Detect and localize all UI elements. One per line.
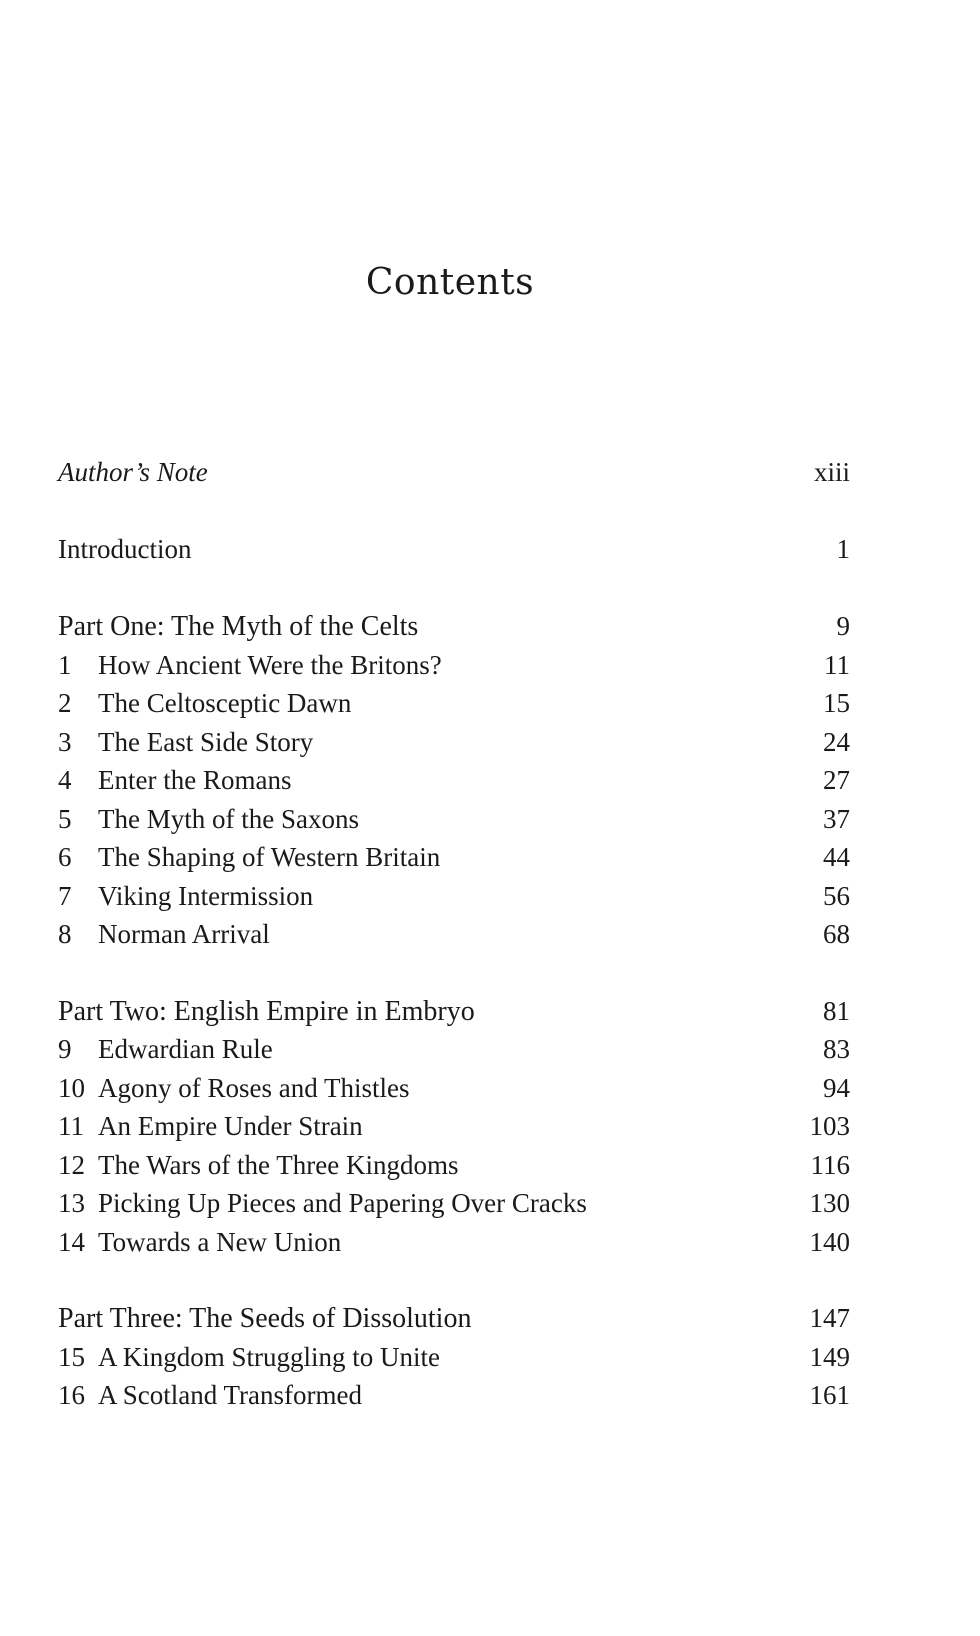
entry-page: 147 xyxy=(809,1303,850,1333)
chapter-entry[interactable] xyxy=(58,645,850,685)
chapter-number: 15 xyxy=(58,1342,85,1372)
chapter-title: The Wars of the Three Kingdoms xyxy=(98,1150,459,1180)
chapter-entry[interactable] xyxy=(58,1222,850,1262)
chapter-number: 12 xyxy=(58,1150,85,1180)
chapter-page: 11 xyxy=(824,650,850,680)
chapter-entry[interactable] xyxy=(58,760,850,800)
chapter-title: Picking Up Pieces and Papering Over Cracks xyxy=(98,1188,587,1218)
chapter-number: 13 xyxy=(58,1188,85,1218)
chapter-page: 37 xyxy=(823,804,850,834)
part-label: Part One: The Myth of the Celts xyxy=(58,611,419,642)
chapter-title: A Kingdom Struggling to Unite xyxy=(98,1342,441,1372)
chapter-page: 140 xyxy=(809,1227,850,1257)
toc-entry[interactable] xyxy=(58,529,850,569)
chapter-page: 130 xyxy=(809,1188,850,1218)
chapter-title: A Scotland Transformed xyxy=(98,1380,363,1410)
part-heading[interactable] xyxy=(58,991,850,1031)
chapter-page: 94 xyxy=(823,1073,850,1103)
chapter-entry[interactable] xyxy=(58,1375,850,1415)
part-heading[interactable] xyxy=(58,606,850,646)
chapter-page: 116 xyxy=(810,1150,850,1180)
part-heading[interactable] xyxy=(58,1298,850,1338)
chapter-number: 11 xyxy=(58,1111,84,1141)
part-label: Part Three: The Seeds of Dissolution xyxy=(58,1303,472,1334)
chapter-entry[interactable] xyxy=(58,1106,850,1146)
chapter-number: 2 xyxy=(58,688,72,718)
chapter-page: 103 xyxy=(809,1111,850,1141)
chapter-entry[interactable] xyxy=(58,1183,850,1223)
chapter-entry[interactable] xyxy=(58,1145,850,1185)
chapter-page: 27 xyxy=(823,765,850,795)
chapter-title: The Celtosceptic Dawn xyxy=(98,688,352,718)
chapter-number: 4 xyxy=(58,765,72,795)
chapter-number: 5 xyxy=(58,804,72,834)
chapter-title: The East Side Story xyxy=(98,727,314,757)
chapter-number: 3 xyxy=(58,727,72,757)
toc-entry[interactable] xyxy=(58,452,850,492)
chapter-page: 149 xyxy=(809,1342,850,1372)
chapter-entry[interactable] xyxy=(58,876,850,916)
chapter-title: The Shaping of Western Britain xyxy=(98,842,441,872)
chapter-number: 9 xyxy=(58,1034,72,1064)
chapter-page: 68 xyxy=(823,919,850,949)
chapter-entry[interactable] xyxy=(58,722,850,762)
chapter-title: Viking Intermission xyxy=(98,881,314,911)
chapter-title: Edwardian Rule xyxy=(98,1034,273,1064)
chapter-number: 16 xyxy=(58,1380,85,1410)
chapter-page: 161 xyxy=(809,1380,850,1410)
chapter-number: 6 xyxy=(58,842,72,872)
chapter-page: 44 xyxy=(823,842,850,872)
entry-page: 81 xyxy=(823,996,850,1026)
entry-label: Introduction xyxy=(58,534,192,564)
chapter-title: Agony of Roses and Thistles xyxy=(98,1073,410,1103)
chapter-title: How Ancient Were the Britons? xyxy=(98,650,442,680)
chapter-title: Towards a New Union xyxy=(98,1227,342,1257)
chapter-number: 7 xyxy=(58,881,72,911)
part-label: Part Two: English Empire in Embryo xyxy=(58,996,475,1027)
chapter-title: An Empire Under Strain xyxy=(98,1111,363,1141)
chapter-entry[interactable] xyxy=(58,1068,850,1108)
entry-page: 9 xyxy=(836,611,850,641)
chapter-number: 1 xyxy=(58,650,72,680)
chapter-title: The Myth of the Saxons xyxy=(98,804,359,834)
chapter-entry[interactable] xyxy=(58,683,850,723)
chapter-number: 10 xyxy=(58,1073,85,1103)
chapter-page: 56 xyxy=(823,881,850,911)
chapter-page: 83 xyxy=(823,1034,850,1064)
chapter-entry[interactable] xyxy=(58,837,850,877)
chapter-title: Enter the Romans xyxy=(98,765,292,795)
chapter-number: 14 xyxy=(58,1227,85,1257)
chapter-number: 8 xyxy=(58,919,72,949)
chapter-entry[interactable] xyxy=(58,799,850,839)
entry-page: xiii xyxy=(813,457,850,487)
chapter-entry[interactable] xyxy=(58,1029,850,1069)
chapter-page: 24 xyxy=(823,727,850,757)
entry-page: 1 xyxy=(836,534,850,564)
page-title: Contents xyxy=(365,262,535,303)
chapter-page: 15 xyxy=(823,688,850,718)
chapter-entry[interactable] xyxy=(58,1337,850,1377)
chapter-title: Norman Arrival xyxy=(98,919,270,949)
entry-label: Author’s Note xyxy=(58,457,208,487)
chapter-entry[interactable] xyxy=(58,914,850,954)
